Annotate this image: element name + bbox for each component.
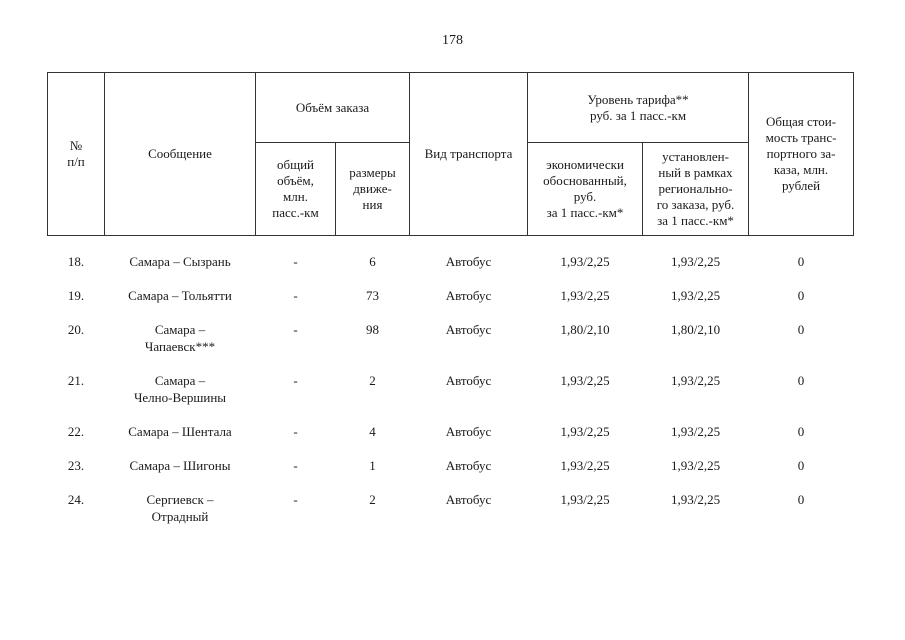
route-name: Самара – Сызрань — [129, 254, 231, 269]
volume-total: - — [293, 492, 298, 507]
total-cost: 0 — [797, 373, 805, 388]
table-row — [48, 287, 854, 321]
row-number: 20. — [67, 322, 85, 337]
transport-tariff-table — [47, 72, 854, 542]
tariff-economic: 1,93/2,25 — [560, 254, 610, 269]
table-header — [48, 73, 854, 236]
volume-total: - — [293, 424, 298, 439]
transport-type: Автобус — [445, 288, 492, 303]
header-tariff-regional: установлен- ный в рамках регионально- го заказа, руб. за 1 пасс.-км* — [643, 143, 749, 236]
tariff-regional: 1,93/2,25 — [670, 458, 721, 473]
table-row — [48, 491, 854, 542]
tariff-regional: 1,93/2,25 — [670, 254, 721, 269]
header-volume-group: Объём заказа — [256, 73, 410, 143]
traffic-size: 4 — [369, 424, 376, 439]
total-cost: 0 — [797, 288, 805, 303]
header-total-cost: Общая стои- мость транс- портного за- каза, млн. рублей — [749, 73, 854, 236]
tariff-regional: 1,93/2,25 — [670, 424, 721, 439]
transport-type: Автобус — [445, 254, 492, 269]
volume-total: - — [293, 458, 298, 473]
table-row — [48, 423, 854, 457]
tariff-economic: 1,80/2,10 — [560, 322, 610, 337]
route-name: Самара – Шигоны — [129, 458, 231, 473]
header-transport: Вид транспорта — [410, 73, 528, 236]
traffic-size: 73 — [366, 288, 379, 303]
total-cost: 0 — [797, 492, 805, 507]
tariff-regional: 1,93/2,25 — [670, 288, 721, 303]
page-number: 178 — [442, 33, 463, 48]
table-row — [48, 457, 854, 491]
transport-type: Автобус — [445, 373, 492, 388]
route-name: Самара – Шентала — [128, 424, 232, 439]
table-row — [48, 372, 854, 423]
row-number: 21. — [67, 373, 85, 388]
header-number: № п/п — [48, 73, 105, 236]
transport-type: Автобус — [445, 322, 492, 337]
transport-type: Автобус — [445, 458, 492, 473]
table-row — [48, 253, 854, 287]
table-body — [48, 236, 854, 543]
total-cost: 0 — [797, 424, 805, 439]
row-number: 22. — [67, 424, 85, 439]
header-volume-total: общий объём, млн. пасс.-км — [256, 143, 336, 236]
tariff-economic: 1,93/2,25 — [560, 424, 610, 439]
traffic-size: 2 — [369, 373, 376, 388]
traffic-size: 98 — [366, 322, 379, 337]
total-cost: 0 — [797, 254, 805, 269]
route-name: Сергиевск – Отрадный — [146, 492, 214, 524]
tariff-regional: 1,80/2,10 — [670, 322, 721, 337]
tariff-regional: 1,93/2,25 — [670, 492, 721, 507]
route-name: Самара – Чапаевск*** — [144, 322, 216, 354]
tariff-economic: 1,93/2,25 — [560, 492, 610, 507]
total-cost: 0 — [797, 458, 805, 473]
header-tariff-group: Уровень тарифа** руб. за 1 пасс.-км — [528, 73, 749, 143]
transport-type: Автобус — [445, 492, 492, 507]
total-cost: 0 — [797, 322, 805, 337]
traffic-size: 6 — [369, 254, 376, 269]
table-row — [48, 321, 854, 372]
transport-type: Автобус — [445, 424, 492, 439]
tariff-economic: 1,93/2,25 — [560, 373, 610, 388]
volume-total: - — [293, 288, 298, 303]
volume-total: - — [293, 322, 298, 337]
route-name: Самара – Челно-Вершины — [133, 373, 227, 405]
tariff-economic: 1,93/2,25 — [560, 288, 610, 303]
tariff-regional: 1,93/2,25 — [670, 373, 721, 388]
row-number: 23. — [67, 458, 85, 473]
header-volume-traffic: размеры движе- ния — [336, 143, 410, 236]
traffic-size: 1 — [369, 458, 376, 473]
volume-total: - — [293, 373, 298, 388]
header-route: Сообщение — [105, 73, 256, 236]
volume-total: - — [293, 254, 298, 269]
row-number: 19. — [67, 288, 85, 303]
route-name: Самара – Тольятти — [128, 288, 232, 303]
tariff-economic: 1,93/2,25 — [560, 458, 610, 473]
row-number: 18. — [67, 254, 85, 269]
header-tariff-economic: экономически обоснованный, руб. за 1 пасс.-км* — [528, 143, 643, 236]
traffic-size: 2 — [369, 492, 376, 507]
row-number: 24. — [67, 492, 85, 507]
